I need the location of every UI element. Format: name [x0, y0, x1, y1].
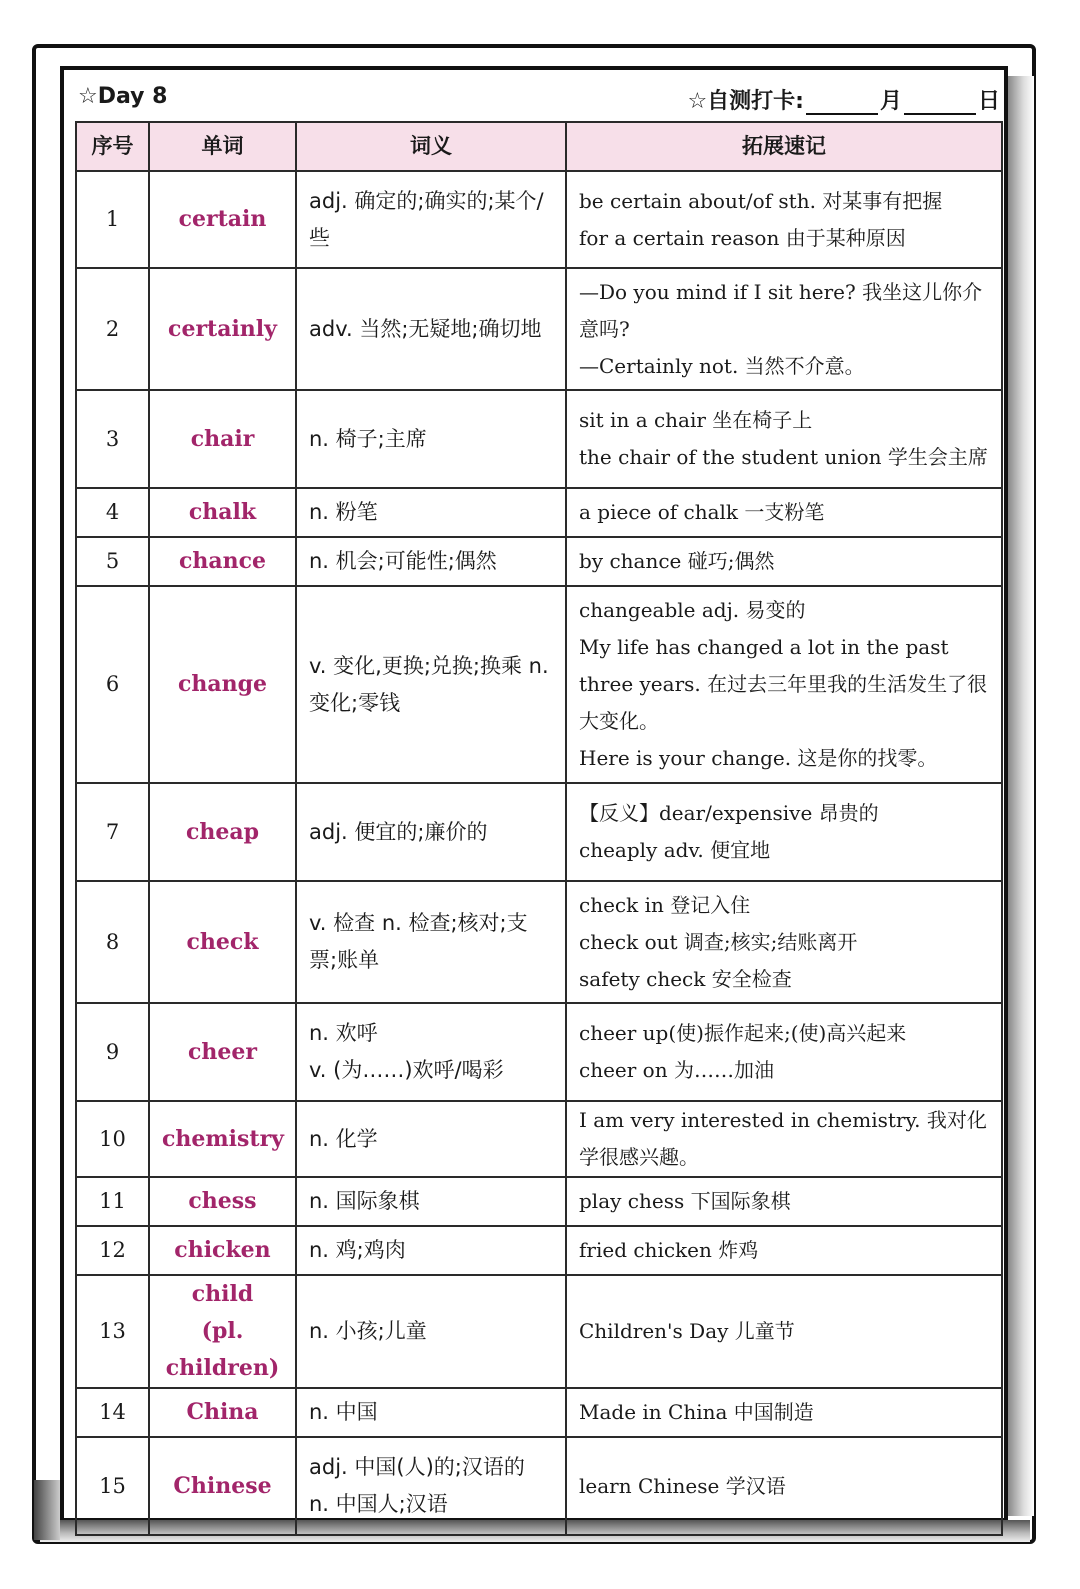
word-plural-note: (pl. children): [165, 1318, 280, 1381]
word-meaning: [296, 586, 566, 783]
vocab-word: [149, 1003, 296, 1101]
table-row: [76, 1177, 1002, 1226]
word-extension: [566, 1437, 1002, 1535]
day-label: ☆Day 8: [78, 84, 168, 109]
word-text: chance: [178, 548, 267, 574]
extension-line: Made in China 中国制造: [579, 1400, 814, 1424]
meaning-line: n. 国际象棋: [309, 1189, 420, 1213]
word-meaning: [296, 268, 566, 390]
checkin-label: ☆自测打卡:: [687, 89, 804, 114]
row-number: 7: [76, 783, 149, 881]
word-extension: [566, 390, 1002, 488]
word-text: certain: [178, 206, 267, 232]
meaning-line: adj. 中国(人)的;汉语的: [309, 1455, 525, 1479]
word-extension: [566, 1003, 1002, 1101]
page-shadow-right: [1008, 76, 1034, 1516]
word-extension: [566, 1275, 1002, 1388]
meaning-line: v. 变化,更换;兑换;换乘 n. 变化;零钱: [309, 653, 549, 715]
word-meaning: [296, 1275, 566, 1388]
meaning-line: adj. 确定的;确实的;某个/些: [309, 188, 544, 250]
vocab-word: [149, 1437, 296, 1535]
word-extension: [566, 537, 1002, 586]
table-row: [76, 1388, 1002, 1437]
word-meaning: [296, 488, 566, 537]
word-text: chess: [188, 1188, 257, 1214]
word-extension: [566, 268, 1002, 390]
row-number: 10: [76, 1101, 149, 1177]
meaning-line: n. 中国: [309, 1400, 378, 1424]
table-row: [76, 268, 1002, 390]
table-row: [76, 1101, 1002, 1177]
row-number: 2: [76, 268, 149, 390]
extension-line: 【反义】dear/expensive 昂贵的: [579, 801, 879, 825]
extension-line: fried chicken 炸鸡: [579, 1238, 759, 1262]
month-label: 月: [879, 89, 902, 114]
word-meaning: [296, 1101, 566, 1177]
word-meaning: [296, 1226, 566, 1275]
vocab-word: [149, 1226, 296, 1275]
word-meaning: [296, 881, 566, 1003]
day-suffix-label: 日: [977, 89, 1000, 114]
word-text: chair: [190, 425, 255, 452]
word-text: check: [186, 928, 259, 955]
word-meaning: [296, 1177, 566, 1226]
meaning-line: v. 检查 n. 检查;核对;支票;账单: [309, 911, 528, 972]
vocab-word: [149, 1388, 296, 1437]
row-number: 11: [76, 1177, 149, 1226]
vocab-word: [149, 537, 296, 586]
extension-line: cheer up(使)振作起来;(使)高兴起来: [579, 1021, 907, 1045]
extension-line: the chair of the student union 学生会主席: [579, 445, 988, 469]
word-text: certainly: [168, 315, 277, 342]
extension-line: Here is your change. 这是你的找零。: [579, 746, 938, 770]
table-row: [76, 586, 1002, 783]
word-text: chalk: [188, 499, 257, 525]
extension-line: be certain about/of sth. 对某事有把握: [579, 188, 943, 213]
page-header: [76, 82, 1000, 118]
extension-line: cheaply adv. 便宜地: [579, 838, 771, 862]
table-row: [76, 1275, 1002, 1388]
word-meaning: [296, 1437, 566, 1535]
meaning-line: n. 欢呼: [309, 1021, 378, 1045]
extension-line: learn Chinese 学汉语: [579, 1473, 786, 1498]
word-extension: [566, 488, 1002, 537]
table-row: [76, 881, 1002, 1003]
header-word: 单词: [149, 122, 296, 171]
extension-line: sit in a chair 坐在椅子上: [579, 408, 813, 432]
table-row: [76, 537, 1002, 586]
meaning-line: v. (为……)欢呼/喝彩: [309, 1058, 504, 1082]
word-meaning: [296, 783, 566, 881]
row-number: 8: [76, 881, 149, 1003]
day-blank[interactable]: [904, 89, 976, 115]
word-text: China: [186, 1399, 259, 1425]
meaning-line: adv. 当然;无疑地;确切地: [309, 316, 542, 341]
row-number: 1: [76, 171, 149, 268]
table-row: [76, 1003, 1002, 1101]
extension-line: —Certainly not. 当然不介意。: [579, 353, 865, 378]
vocabulary-table: [75, 121, 1003, 1536]
word-meaning: [296, 1388, 566, 1437]
word-text: chemistry: [162, 1125, 284, 1152]
extension-line: I am very interested in chemistry. 我对化学很感兴趣。: [579, 1108, 987, 1169]
vocab-word: [149, 881, 296, 1003]
vocab-word: [149, 390, 296, 488]
row-number: 9: [76, 1003, 149, 1101]
meaning-line: n. 椅子;主席: [309, 426, 427, 451]
vocab-word: [149, 268, 296, 390]
word-text: cheer: [188, 1038, 257, 1065]
row-number: 14: [76, 1388, 149, 1437]
extension-line: for a certain reason 由于某种原因: [579, 225, 906, 250]
row-number: 13: [76, 1275, 149, 1388]
word-text: chicken: [174, 1237, 271, 1263]
table-row: [76, 390, 1002, 488]
vocab-word: [149, 783, 296, 881]
meaning-line: n. 化学: [309, 1126, 378, 1151]
extension-line: check out 调查;核实;结账离开: [579, 929, 858, 954]
word-extension: [566, 586, 1002, 783]
header-meaning: 词义: [296, 122, 566, 171]
row-number: 3: [76, 390, 149, 488]
word-extension: [566, 783, 1002, 881]
vocab-word: [149, 1177, 296, 1226]
word-meaning: [296, 537, 566, 586]
extension-line: Children's Day 儿童节: [579, 1319, 795, 1343]
vocab-word: [149, 488, 296, 537]
extension-line: My life has changed a lot in the past three years. 在过去三年里我的生活发生了很大变化。: [579, 635, 988, 733]
extension-line: a piece of chalk 一支粉笔: [579, 500, 825, 524]
word-meaning: [296, 390, 566, 488]
row-number: 12: [76, 1226, 149, 1275]
meaning-line: adj. 便宜的;廉价的: [309, 819, 488, 844]
word-meaning: [296, 171, 566, 268]
self-test-checkin: [687, 84, 1000, 115]
meaning-line: n. 小孩;儿童: [309, 1319, 427, 1343]
table-header-row: [76, 122, 1002, 171]
extension-line: cheer on 为……加油: [579, 1058, 774, 1082]
meaning-line: n. 粉笔: [309, 500, 378, 524]
word-extension: [566, 881, 1002, 1003]
word-extension: [566, 1226, 1002, 1275]
word-extension: [566, 171, 1002, 268]
extension-line: play chess 下国际象棋: [579, 1189, 791, 1213]
extension-line: safety check 安全检查: [579, 966, 792, 991]
header-number: 序号: [76, 122, 149, 171]
word-text: child: [191, 1281, 254, 1307]
vocab-word: [149, 171, 296, 268]
table-body: [76, 171, 1002, 1535]
word-extension: [566, 1388, 1002, 1437]
table-row: [76, 488, 1002, 537]
meaning-line: n. 中国人;汉语: [309, 1492, 448, 1516]
row-number: 6: [76, 586, 149, 783]
row-number: 15: [76, 1437, 149, 1535]
word-text: cheap: [185, 818, 260, 845]
vocab-word: [149, 1101, 296, 1177]
meaning-line: n. 鸡;鸡肉: [309, 1238, 406, 1262]
table-row: [76, 171, 1002, 268]
table-row: [76, 1226, 1002, 1275]
header-extension: 拓展速记: [566, 122, 1002, 171]
row-number: 4: [76, 488, 149, 537]
table-row: [76, 783, 1002, 881]
extension-line: changeable adj. 易变的: [579, 598, 806, 622]
row-number: 5: [76, 537, 149, 586]
vocab-word: [149, 586, 296, 783]
word-extension: [566, 1101, 1002, 1177]
page-shadow-corner: [34, 1480, 60, 1540]
extension-line: —Do you mind if I sit here? 我坐这儿你介意吗?: [579, 279, 983, 341]
word-meaning: [296, 1003, 566, 1101]
extension-line: by chance 碰巧;偶然: [579, 549, 775, 573]
table-row: [76, 1437, 1002, 1535]
vocab-word: [149, 1275, 296, 1388]
word-text: change: [177, 671, 268, 697]
word-text: Chinese: [173, 1472, 272, 1499]
month-blank[interactable]: [806, 89, 878, 115]
meaning-line: n. 机会;可能性;偶然: [309, 549, 497, 573]
extension-line: check in 登记入住: [579, 892, 751, 917]
word-extension: [566, 1177, 1002, 1226]
